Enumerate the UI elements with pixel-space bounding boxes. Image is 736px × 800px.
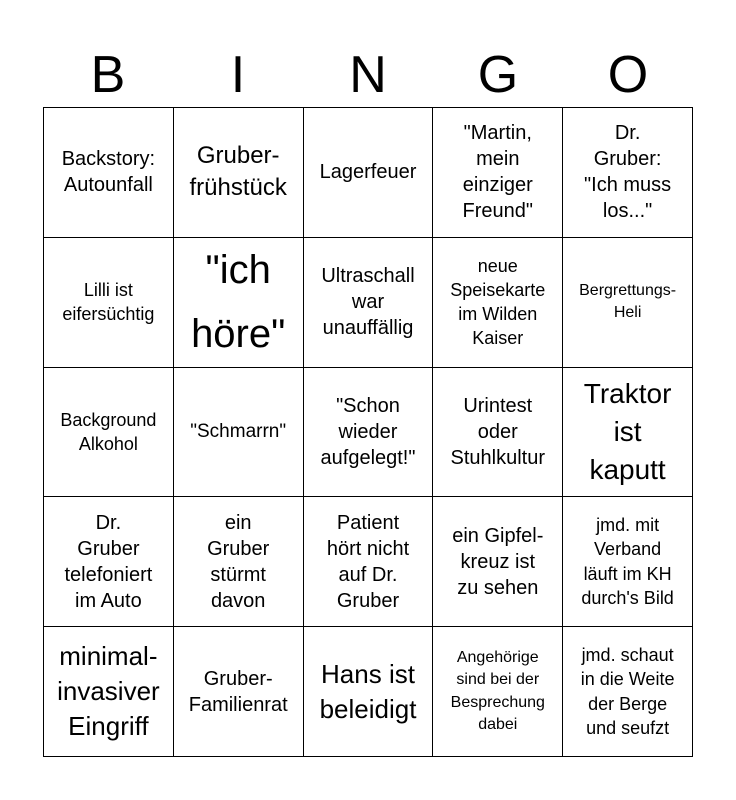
bingo-cell-1-1[interactable]: Backstory: Autounfall bbox=[44, 108, 174, 238]
bingo-cell-5-3[interactable]: Hans ist beleidigt bbox=[304, 627, 434, 757]
bingo-cell-1-4[interactable]: "Martin, mein einziger Freund" bbox=[433, 108, 563, 238]
bingo-grid bbox=[43, 107, 693, 757]
bingo-cell-3-2[interactable]: "Schmarrn" bbox=[174, 368, 304, 498]
bingo-cell-1-5[interactable]: Dr. Gruber: "Ich muss los..." bbox=[563, 108, 693, 238]
bingo-cell-4-1[interactable]: Dr. Gruber telefoniert im Auto bbox=[44, 497, 174, 627]
bingo-cell-4-2[interactable]: ein Gruber stürmt davon bbox=[174, 497, 304, 627]
bingo-cell-4-3[interactable]: Patient hört nicht auf Dr. Gruber bbox=[304, 497, 434, 627]
bingo-cell-5-2[interactable]: Gruber- Familienrat bbox=[174, 627, 304, 757]
header-letter-o: O bbox=[607, 46, 649, 104]
bingo-cell-2-3[interactable]: Ultraschall war unauffällig bbox=[304, 238, 434, 368]
bingo-cell-2-2[interactable]: "ich höre" bbox=[174, 238, 304, 368]
bingo-cell-3-5[interactable]: Traktor ist kaputt bbox=[563, 368, 693, 498]
header-letter-g: G bbox=[477, 46, 519, 104]
bingo-cell-4-5[interactable]: jmd. mit Verband läuft im KH durch's Bild bbox=[563, 497, 693, 627]
bingo-cell-2-1[interactable]: Lilli ist eifersüchtig bbox=[44, 238, 174, 368]
bingo-cell-1-2[interactable]: Gruber- frühstück bbox=[174, 108, 304, 238]
header-letter-n: N bbox=[349, 46, 387, 104]
bingo-cell-5-1[interactable]: minimal- invasiver Eingriff bbox=[44, 627, 174, 757]
bingo-cell-1-3[interactable]: Lagerfeuer bbox=[304, 108, 434, 238]
bingo-cell-3-1[interactable]: Background Alkohol bbox=[44, 368, 174, 498]
bingo-cell-2-4[interactable]: neue Speisekarte im Wilden Kaiser bbox=[433, 238, 563, 368]
bingo-cell-2-5[interactable]: Bergrettungs- Heli bbox=[563, 238, 693, 368]
bingo-header bbox=[43, 44, 693, 106]
bingo-cell-3-4[interactable]: Urintest oder Stuhlkultur bbox=[433, 368, 563, 498]
header-letter-i: I bbox=[230, 46, 246, 104]
header-letter-b: B bbox=[90, 46, 126, 104]
bingo-cell-5-4[interactable]: Angehörige sind bei der Besprechung dabei bbox=[433, 627, 563, 757]
bingo-cell-4-4[interactable]: ein Gipfel- kreuz ist zu sehen bbox=[433, 497, 563, 627]
bingo-cell-5-5[interactable]: jmd. schaut in die Weite der Berge und seufzt bbox=[563, 627, 693, 757]
bingo-cell-3-3[interactable]: "Schon wieder aufgelegt!" bbox=[304, 368, 434, 498]
